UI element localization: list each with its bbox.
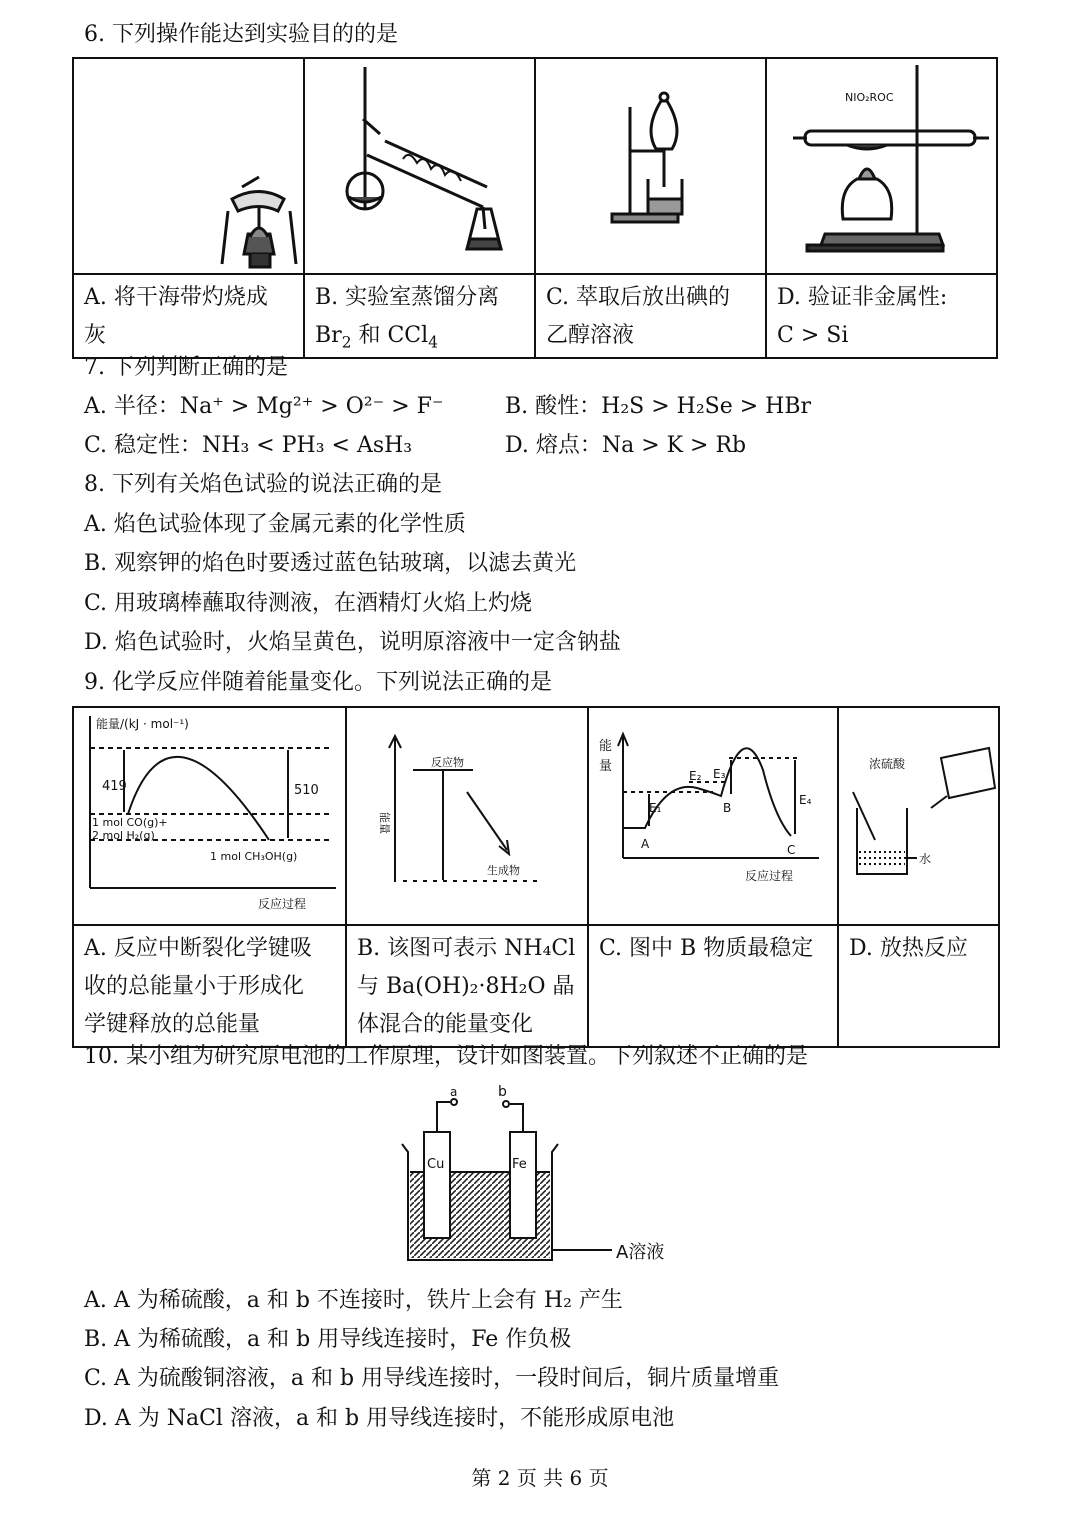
q9a-r2: 2 mol H₂(g): [92, 829, 155, 842]
q9a-xlabel: 反应过程: [258, 897, 307, 911]
galvanic-cell-figure: [390, 1082, 690, 1272]
q6-opt-b-sub4: 4: [428, 333, 438, 352]
q9-cap-d: [838, 925, 999, 1047]
q9c-e2: E₂: [689, 769, 702, 783]
q7-option-b: B. 酸性：H₂S > H₂Se > HBr: [505, 394, 812, 419]
q10-option-b: B. A 为稀硫酸，a 和 b 用导线连接时，Fe 作负极: [84, 1327, 572, 1352]
q8-stem: 8. 下列有关焰色试验的说法正确的是: [84, 472, 442, 497]
q6-opt-a-l1: A. 将干海带灼烧成: [84, 285, 268, 310]
q6-opt-c: [535, 274, 766, 358]
q7-stem: 7. 下列判断正确的是: [84, 355, 288, 380]
q9b-product: 生成物: [487, 864, 520, 877]
q8-option-c: C. 用玻璃棒蘸取待测液，在酒精灯火焰上灼烧: [84, 591, 533, 616]
q6-opt-b-ccl: 和 CCl: [358, 323, 429, 348]
q9-cap-b: [346, 925, 588, 1047]
q10-fig-a: a: [450, 1085, 458, 1099]
q9b-ylabel: 能量: [378, 812, 391, 834]
q9-fig-c: [588, 707, 838, 925]
q9c-e3: E₃: [713, 767, 726, 781]
q9-cap-b-1: B. 该图可表示 NH₄Cl: [357, 936, 576, 961]
q9c-e1: E₁: [649, 801, 662, 815]
q6-opt-b-br: Br: [315, 323, 342, 348]
distillation-icon: [305, 59, 534, 269]
q10-fig-cu: Cu: [427, 1157, 445, 1172]
q10-fig-b: b: [498, 1084, 507, 1100]
separatory-funnel-icon: [536, 59, 765, 269]
q9a-v419: 419: [102, 779, 127, 794]
q10-option-c: C. A 为硫酸铜溶液，a 和 b 用导线连接时，一段时间后，铜片质量增重: [84, 1366, 780, 1391]
q6-opt-d-l2: C > Si: [777, 323, 849, 348]
q10-option-d: D. A 为 NaCl 溶液，a 和 b 用导线连接时，不能形成原电池: [84, 1406, 675, 1431]
q6-fig-d-label: NIO₂ROC: [845, 91, 894, 104]
q9c-b: B: [723, 801, 732, 815]
combustion-tube-icon: [767, 59, 996, 269]
q9-cap-a: [73, 925, 346, 1047]
q6-table: [72, 57, 998, 359]
q6-opt-b-l1: B. 实验室蒸馏分离: [315, 285, 500, 310]
q9-cap-b-2: 与 Ba(OH)₂·8H₂O 晶: [357, 974, 575, 999]
q9b-reactant: 反应物: [431, 756, 464, 769]
q9a-v510: 510: [294, 783, 319, 798]
q6-opt-b: [304, 274, 535, 358]
q9a-r1: 1 mol CO(g)+: [92, 816, 168, 829]
q6-fig-d: [766, 58, 997, 274]
q7-option-d: D. 熔点：Na > K > Rb: [505, 433, 747, 458]
q9-cap-a-1: A. 反应中断裂化学键吸: [84, 936, 312, 961]
q6-opt-a-l2: 灰: [84, 323, 107, 348]
q9d-acid: 浓硫酸: [869, 757, 906, 771]
q9-cap-d-text: D. 放热反应: [849, 936, 968, 961]
q9-table: [72, 706, 1000, 1048]
dilution-beaker-icon: [839, 708, 998, 920]
q9c-ylabel1: 能: [599, 739, 613, 754]
q6-fig-b: [304, 58, 535, 274]
q9-fig-b: [346, 707, 588, 925]
q9-stem: 9. 化学反应伴随着能量变化。下列说法正确的是: [84, 670, 552, 695]
page-footer: 第 2 页 共 6 页: [471, 1466, 609, 1490]
q9a-ylabel: 能量/(kJ · mol⁻¹): [96, 717, 189, 731]
q6-opt-c-l2: 乙醇溶液: [546, 323, 635, 348]
q9d-water: 水: [919, 852, 932, 866]
q9c-ylabel2: 量: [599, 759, 613, 774]
q9-cap-b-3: 体混合的能量变化: [357, 1012, 534, 1037]
q6-fig-a: [73, 58, 304, 274]
q9-cap-c-text: C. 图中 B 物质最稳定: [599, 936, 814, 961]
q9c-c: C: [787, 843, 796, 857]
q6-opt-a: [73, 274, 304, 358]
q7-option-c: C. 稳定性：NH₃ < PH₃ < AsH₃: [84, 433, 413, 458]
q9a-product: 1 mol CH₃OH(g): [210, 850, 298, 863]
energy-diagram-a: [74, 708, 345, 920]
q7-option-a: A. 半径：Na⁺ > Mg²⁺ > O²⁻ > F⁻: [84, 394, 444, 419]
q9-fig-d: [838, 707, 999, 925]
q8-option-b: B. 观察钾的焰色时要透过蓝色钴玻璃，以滤去黄光: [84, 551, 577, 576]
q6-fig-c: [535, 58, 766, 274]
q9-cap-a-3: 学键释放的总能量: [84, 1012, 261, 1037]
q9c-e4: E₄: [799, 793, 812, 807]
q9c-a: A: [641, 837, 650, 851]
q9-cap-c: [588, 925, 838, 1047]
crucible-heating-icon: [74, 59, 303, 269]
q6-opt-b-sub2: 2: [341, 333, 352, 352]
energy-diagram-b: [347, 708, 587, 920]
q10-stem: 10. 某小组为研究原电池的工作原理，设计如图装置。下列叙述不正确的是: [84, 1044, 808, 1069]
q10-fig-solution: A溶液: [616, 1242, 665, 1263]
q9-cap-a-2: 收的总能量小于形成化: [84, 974, 305, 999]
q10-option-a: A. A 为稀硫酸，a 和 b 不连接时，铁片上会有 H₂ 产生: [84, 1288, 623, 1313]
energy-diagram-c: [589, 708, 837, 920]
q8-option-a: A. 焰色试验体现了金属元素的化学性质: [84, 512, 466, 537]
q6-opt-d-l1: D. 验证非金属性:: [777, 285, 948, 310]
q10-fig-fe: Fe: [512, 1157, 527, 1172]
q9c-xlabel: 反应过程: [745, 869, 794, 883]
q9-fig-a: [73, 707, 346, 925]
q8-option-d: D. 焰色试验时，火焰呈黄色，说明原溶液中一定含钠盐: [84, 630, 621, 655]
q6-stem: 6. 下列操作能达到实验目的的是: [84, 22, 398, 47]
q6-opt-c-l1: C. 萃取后放出碘的: [546, 285, 731, 310]
q6-opt-d: [766, 274, 997, 358]
